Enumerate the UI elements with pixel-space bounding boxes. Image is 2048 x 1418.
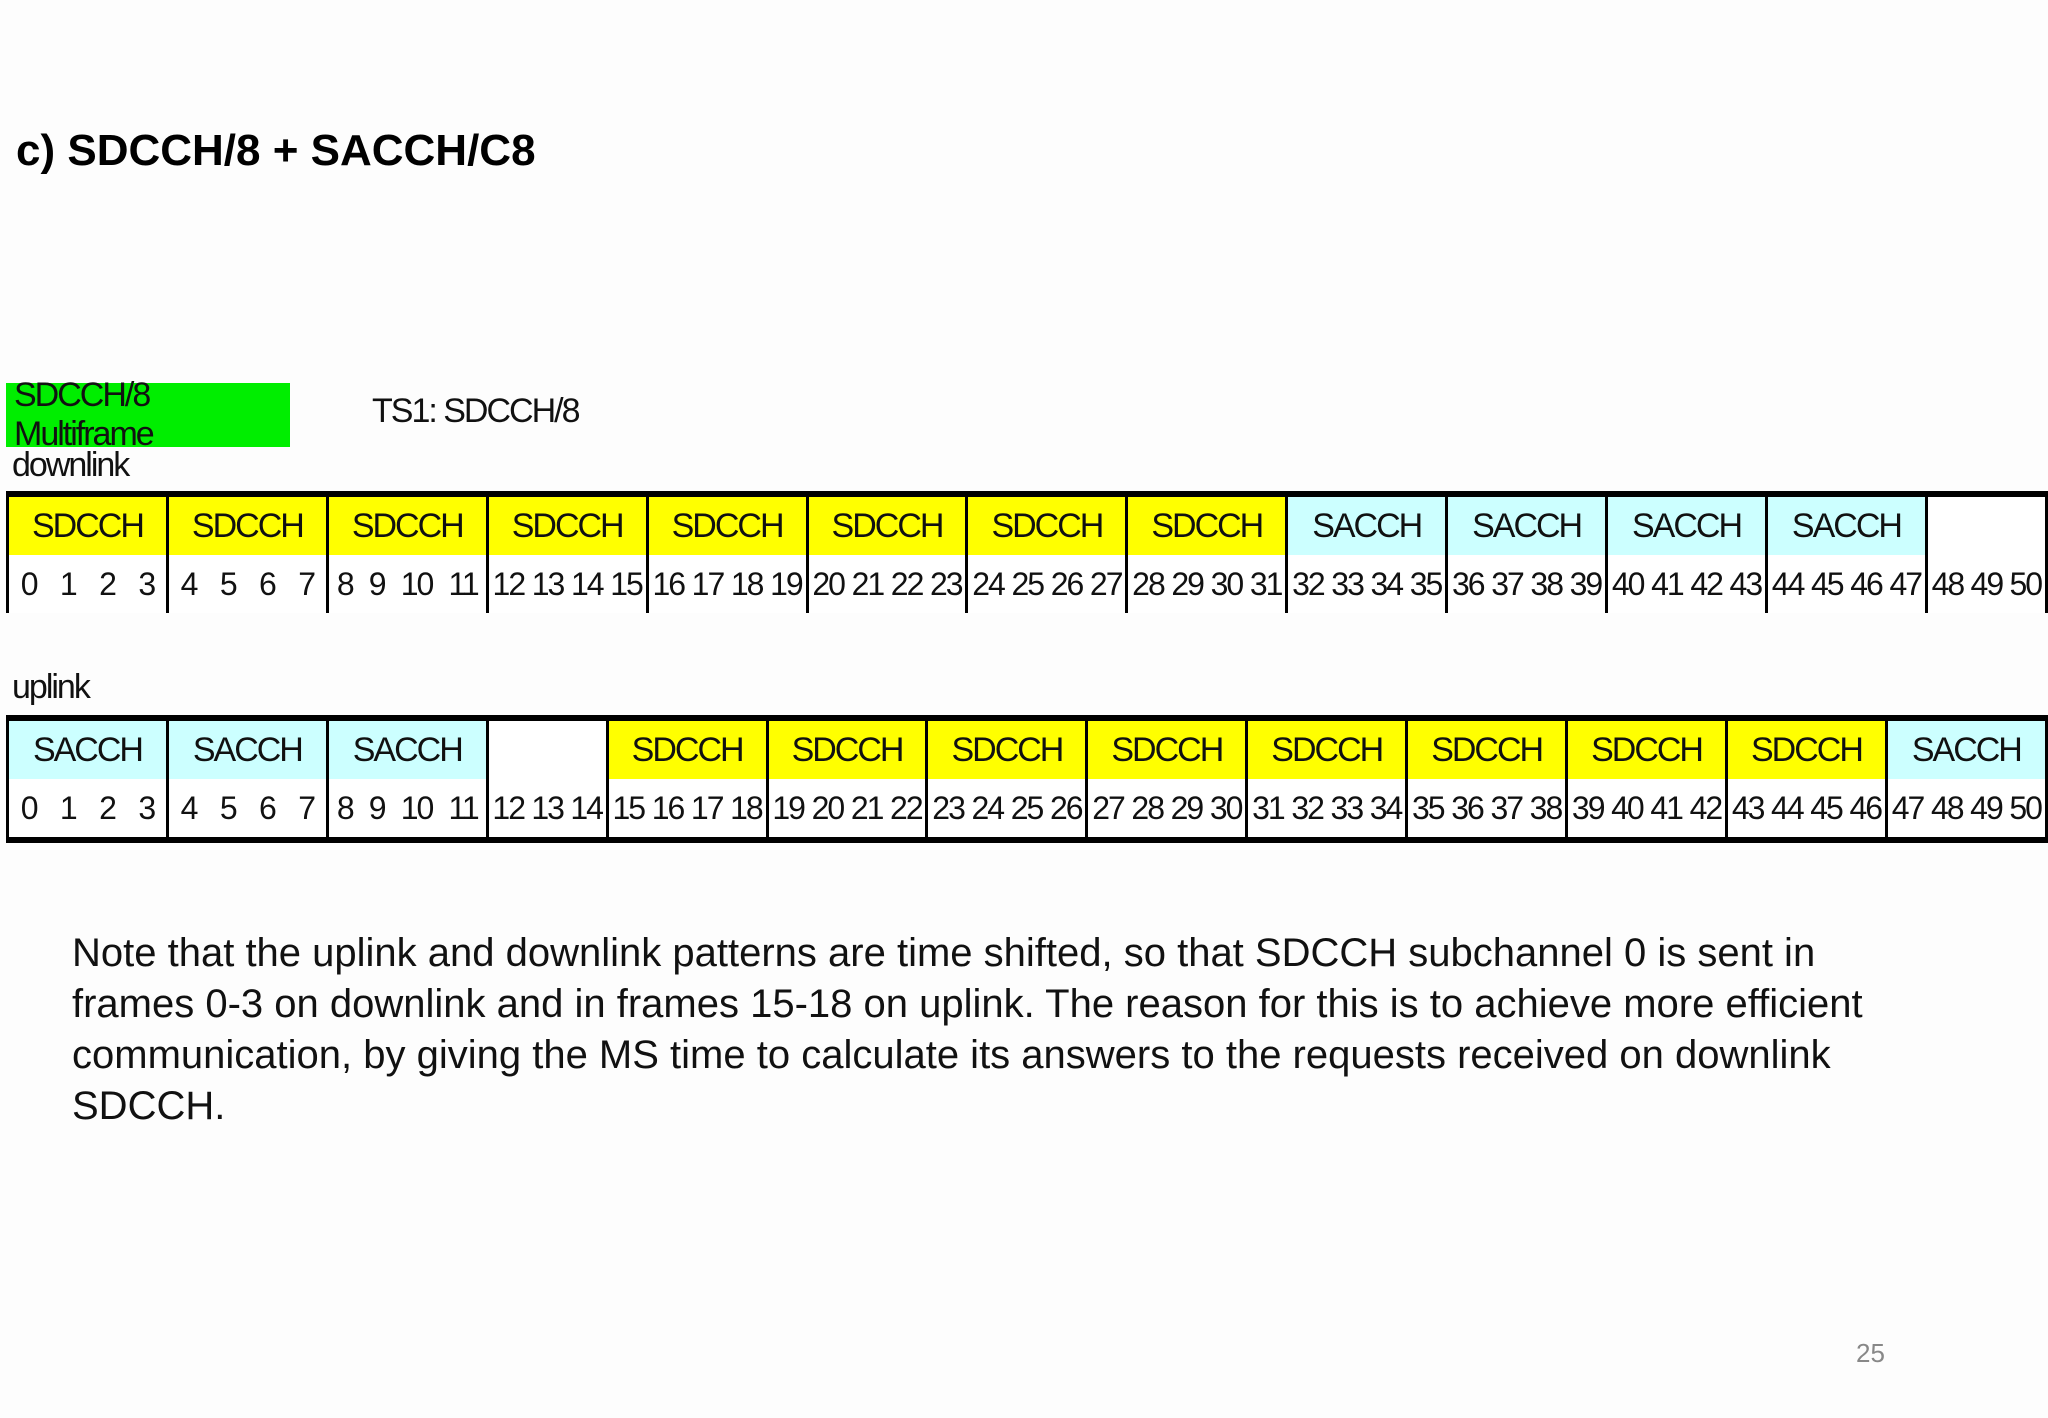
frame-number: 0 xyxy=(20,565,37,602)
frame-number: 21 xyxy=(851,565,884,602)
uplink-channel-block: SDCCH xyxy=(1728,721,1888,779)
frame-number: 31 xyxy=(1252,789,1284,826)
downlink-channel-block: SDCCH xyxy=(968,497,1128,555)
uplink-channel-block: SACCH xyxy=(169,721,329,779)
frame-number: 25 xyxy=(1011,565,1044,602)
frame-number: 24 xyxy=(971,789,1004,826)
frame-number: 37 xyxy=(1490,789,1523,826)
uplink-frame-group xyxy=(1088,779,1248,837)
downlink-frame-table xyxy=(6,491,2048,613)
frame-number: 10 xyxy=(400,789,433,826)
uplink-frame-number-row xyxy=(9,779,2048,837)
uplink-frame-group xyxy=(1888,779,2048,837)
downlink-frame-group xyxy=(169,555,329,613)
frame-number: 42 xyxy=(1689,789,1722,826)
frame-number: 34 xyxy=(1370,565,1403,602)
uplink-frame-group xyxy=(769,779,929,837)
downlink-channel-block: SACCH xyxy=(1608,497,1768,555)
downlink-channel-block: SDCCH xyxy=(489,497,649,555)
frame-number: 16 xyxy=(652,565,685,602)
frame-number: 13 xyxy=(531,789,563,826)
frame-number: 47 xyxy=(1889,565,1922,602)
frame-number: 50 xyxy=(2009,789,2041,826)
frame-number: 41 xyxy=(1650,789,1682,826)
downlink-channel-block: SDCCH xyxy=(1128,497,1288,555)
frame-number: 48 xyxy=(1930,789,1963,826)
frame-number: 28 xyxy=(1131,789,1163,826)
uplink-frame-group xyxy=(1568,779,1728,837)
uplink-channel-block: SDCCH xyxy=(609,721,769,779)
frame-number: 29 xyxy=(1171,565,1203,602)
frame-number: 12 xyxy=(492,565,525,602)
uplink-channel-block: SDCCH xyxy=(1408,721,1568,779)
frame-number: 19 xyxy=(770,565,802,602)
frame-number: 39 xyxy=(1571,789,1604,826)
frame-number: 5 xyxy=(219,565,236,602)
frame-number: 1 xyxy=(59,565,76,602)
uplink-channel-block: SDCCH xyxy=(1248,721,1408,779)
frame-number: 18 xyxy=(730,565,763,602)
frame-number: 49 xyxy=(1970,565,2003,602)
downlink-label: downlink xyxy=(12,446,129,484)
frame-number: 28 xyxy=(1132,565,1164,602)
frame-number: 7 xyxy=(298,789,315,826)
timeslot-label: TS1: SDCCH/8 xyxy=(372,392,579,430)
frame-number: 3 xyxy=(138,565,155,602)
downlink-channel-block: SDCCH xyxy=(649,497,809,555)
frame-number: 17 xyxy=(691,565,724,602)
uplink-channel-block: SDCCH xyxy=(1568,721,1728,779)
frame-number: 1 xyxy=(59,789,76,826)
frame-number: 40 xyxy=(1611,565,1644,602)
frame-number: 39 xyxy=(1569,565,1602,602)
downlink-frame-group xyxy=(1928,555,2048,613)
frame-number: 4 xyxy=(180,565,197,602)
frame-number: 17 xyxy=(690,789,723,826)
frame-number: 38 xyxy=(1530,565,1562,602)
frame-number: 32 xyxy=(1292,565,1324,602)
frame-number: 33 xyxy=(1331,565,1363,602)
uplink-channel-block: SACCH xyxy=(9,721,169,779)
downlink-frame-group xyxy=(1128,555,1288,613)
frame-number: 20 xyxy=(811,789,844,826)
frame-number: 42 xyxy=(1690,565,1722,602)
frame-number: 2 xyxy=(99,565,115,602)
frame-number: 22 xyxy=(890,565,923,602)
uplink-label: uplink xyxy=(12,668,89,706)
downlink-frame-group xyxy=(1768,555,1928,613)
downlink-channel-block: SACCH xyxy=(1288,497,1448,555)
frame-number: 25 xyxy=(1010,789,1043,826)
uplink-frame-group xyxy=(1728,779,1888,837)
frame-number: 46 xyxy=(1849,789,1882,826)
uplink-frame-group xyxy=(329,779,489,837)
uplink-frame-group xyxy=(609,779,769,837)
frame-number: 0 xyxy=(20,789,37,826)
frame-number: 32 xyxy=(1291,789,1323,826)
downlink-frame-group xyxy=(968,555,1128,613)
frame-number: 19 xyxy=(772,789,804,826)
frame-number: 24 xyxy=(972,565,1004,602)
downlink-frame-group xyxy=(1608,555,1768,613)
frame-number: 10 xyxy=(400,565,433,602)
frame-number: 43 xyxy=(1729,565,1762,602)
frame-number: 29 xyxy=(1170,789,1203,826)
frame-number: 14 xyxy=(570,789,602,826)
downlink-channel-block: SDCCH xyxy=(809,497,969,555)
downlink-channel-block: SACCH xyxy=(1768,497,1928,555)
uplink-channel-block: SDCCH xyxy=(769,721,929,779)
frame-number: 4 xyxy=(180,789,197,826)
frame-number: 15 xyxy=(610,565,642,602)
frame-number: 30 xyxy=(1210,565,1243,602)
uplink-frame-group xyxy=(489,779,609,837)
downlink-channel-block: SDCCH xyxy=(169,497,329,555)
frame-number: 8 xyxy=(336,565,353,602)
uplink-channel-block: SDCCH xyxy=(1088,721,1248,779)
frame-number: 12 xyxy=(492,789,524,826)
frame-number: 45 xyxy=(1810,789,1842,826)
frame-number: 44 xyxy=(1771,565,1804,602)
frame-number: 50 xyxy=(2009,565,2042,602)
uplink-frame-group xyxy=(169,779,329,837)
frame-number: 15 xyxy=(612,789,645,826)
frame-number: 44 xyxy=(1771,789,1803,826)
frame-number: 43 xyxy=(1731,789,1764,826)
downlink-frame-group xyxy=(1448,555,1608,613)
frame-number: 9 xyxy=(368,789,385,826)
frame-number: 34 xyxy=(1369,789,1402,826)
uplink-channel-row xyxy=(9,721,2048,779)
frame-number: 40 xyxy=(1611,789,1643,826)
frame-number: 37 xyxy=(1491,565,1523,602)
downlink-frame-group xyxy=(9,555,169,613)
downlink-channel-block: SACCH xyxy=(1448,497,1608,555)
frame-number: 22 xyxy=(890,789,922,826)
frame-number: 48 xyxy=(1931,565,1964,602)
frame-number: 21 xyxy=(850,789,883,826)
frame-number: 5 xyxy=(219,789,236,826)
frame-number: 6 xyxy=(259,565,275,602)
frame-number: 3 xyxy=(138,789,155,826)
frame-number: 23 xyxy=(930,565,962,602)
frame-number: 35 xyxy=(1412,789,1444,826)
downlink-frame-group xyxy=(489,555,649,613)
downlink-frame-group xyxy=(809,555,969,613)
frame-number: 9 xyxy=(368,565,385,602)
uplink-frame-group xyxy=(928,779,1088,837)
downlink-frame-group xyxy=(649,555,809,613)
frame-number: 18 xyxy=(730,789,762,826)
multiframe-label: SDCCH/8 Multiframe xyxy=(6,383,290,447)
uplink-frame-group xyxy=(1248,779,1408,837)
frame-number: 27 xyxy=(1092,789,1124,826)
frame-number: 36 xyxy=(1451,789,1483,826)
frame-number: 46 xyxy=(1850,565,1882,602)
frame-number: 33 xyxy=(1330,789,1363,826)
frame-number: 16 xyxy=(651,789,684,826)
uplink-frame-table xyxy=(6,715,2048,843)
uplink-channel-block xyxy=(489,721,609,779)
frame-number: 23 xyxy=(932,789,964,826)
uplink-channel-block: SDCCH xyxy=(928,721,1088,779)
explanation-note: Note that the uplink and downlink patterns are time shifted, so that SDCCH subchannel 0 is sent in frames 0-3 on downlink and in frames 15-18 on uplink. The reason for this is to achieve more efficient communication, by giving the MS time to calculate its answers to the requests received on downlink SDCCH. xyxy=(72,931,1863,1128)
frame-number: 45 xyxy=(1811,565,1843,602)
frame-number: 35 xyxy=(1409,565,1442,602)
frame-number: 30 xyxy=(1209,789,1242,826)
downlink-frame-number-row xyxy=(9,555,2048,613)
frame-number: 7 xyxy=(298,565,315,602)
page-number: 25 xyxy=(1856,1338,1885,1368)
downlink-channel-block xyxy=(1928,497,2048,555)
frame-number: 2 xyxy=(99,789,115,826)
downlink-frame-group xyxy=(1288,555,1448,613)
frame-number: 14 xyxy=(570,565,603,602)
frame-number: 8 xyxy=(336,789,353,826)
downlink-channel-block: SDCCH xyxy=(9,497,169,555)
uplink-frame-group xyxy=(9,779,169,837)
frame-number: 11 xyxy=(448,789,478,826)
downlink-frame-group xyxy=(329,555,489,613)
uplink-channel-block: SACCH xyxy=(1888,721,2048,779)
frame-number: 11 xyxy=(448,565,478,602)
frame-number: 20 xyxy=(812,565,844,602)
frame-number: 13 xyxy=(531,565,564,602)
frame-number: 6 xyxy=(259,789,275,826)
slide-title: c) SDCCH/8 + SACCH/C8 xyxy=(16,126,536,175)
uplink-frame-group xyxy=(1408,779,1568,837)
uplink-channel-block: SACCH xyxy=(329,721,489,779)
frame-number: 26 xyxy=(1049,789,1082,826)
frame-number: 38 xyxy=(1529,789,1562,826)
frame-number: 36 xyxy=(1451,565,1484,602)
frame-number: 31 xyxy=(1249,565,1282,602)
downlink-channel-row xyxy=(9,497,2048,555)
frame-number: 47 xyxy=(1891,789,1924,826)
downlink-channel-block: SDCCH xyxy=(329,497,489,555)
frame-number: 41 xyxy=(1651,565,1683,602)
frame-number: 26 xyxy=(1050,565,1083,602)
frame-number: 49 xyxy=(1970,789,2002,826)
frame-number: 27 xyxy=(1089,565,1122,602)
